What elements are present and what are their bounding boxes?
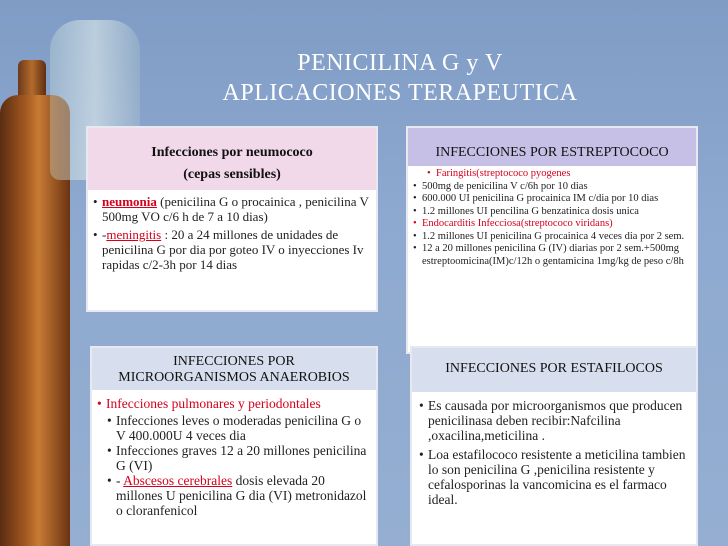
- endocarditis-dose-2: 12 a 20 millones penicilina G (IV) diarias por 2 sem.+500mg estreptoomicina(IM)c/12h o gentamicina 1mg/kg de peso c/8h: [422, 243, 684, 267]
- list-item: [116, 473, 370, 518]
- keyword-meningitis: meningitis: [106, 227, 162, 242]
- list-item: [428, 447, 690, 507]
- panel-estafilococos-list: [412, 392, 696, 507]
- pulmonares-heading: Infecciones pulmonares y periodontales: [106, 396, 321, 411]
- list-item: [422, 206, 692, 219]
- panel-estreptococo-header: [408, 128, 696, 166]
- panel-estafilococos: [410, 346, 698, 546]
- list-item: [422, 193, 692, 206]
- panel-neumococo-list: [88, 190, 376, 272]
- panel-anaerobios-header: [92, 348, 376, 390]
- anaerobios-graves: Infecciones graves 12 a 20 millones penicilina G (VI): [116, 443, 367, 473]
- estafilococos-causa: Es causada por microorganismos que producen penicilinasa deben recibir:Nafcilina ,oxacilina,meticilina .: [428, 398, 683, 443]
- keyword-abscesos: Abscesos cerebrales: [123, 473, 233, 488]
- panel-neumococo-title: Infecciones por neumococo: [151, 145, 313, 160]
- abscesos-prefix: -: [116, 473, 124, 488]
- list-item: [422, 243, 692, 268]
- panel-anaerobios-list: [92, 390, 376, 518]
- endocarditis-dose-1: 1.2 millones UI penicilina G procainica 4 veces dia por 2 sem.: [422, 230, 685, 242]
- panel-neumococo-subtitle: (cepas sensibles): [183, 167, 281, 182]
- list-item: [106, 396, 370, 411]
- faringitis-dose-2: 600.000 UI penicilina G procainica IM c/dia por 10 dias: [422, 193, 659, 204]
- meningitis-prefix: -: [102, 227, 107, 242]
- anaerobios-leves: Infecciones leves o moderadas penicilina G o V 400.000U 4 veces dia: [116, 413, 362, 443]
- panel-anaerobios: [90, 346, 378, 546]
- list-item: [422, 231, 692, 244]
- slide-title-line1: PENICILINA G y V: [297, 50, 503, 76]
- meningitis-detail: : 20 a 24 millones de unidades de penicilina G por dia por goteo IV o inyecciones Iv rapidas c/2-3h por 14 dias: [102, 227, 364, 272]
- panel-estreptococo-list: [408, 166, 696, 268]
- list-item: [428, 398, 690, 443]
- faringitis-heading: Faringitis(streptococo pyogenes: [436, 168, 571, 179]
- faringitis-dose-1: 500mg de penicilina V c/6h por 10 dias: [422, 180, 588, 192]
- panel-neumococo: [86, 126, 378, 312]
- list-item: [116, 443, 370, 473]
- panel-anaerobios-title-line2: MICROORGANISMOS ANAEROBIOS: [118, 370, 350, 385]
- abscesos-detail: dosis elevada 20 millones U penicilina G dia (VI) metronidazol o cloranfenicol: [116, 473, 367, 518]
- list-item: [436, 168, 692, 181]
- estafilococos-resistente: Loa estafilococo resistente a meticilina tambien lo son penicilina G ,penicilina resistente y cefalosporinas la vancomicina es el farmaco ideal.: [428, 447, 686, 507]
- panel-neumococo-header: [88, 128, 376, 190]
- list-item: [102, 227, 370, 272]
- panel-estafilococos-title: INFECCIONES POR ESTAFILOCOS: [445, 361, 663, 376]
- slide-title-line2: APLICACIONES TERAPEUTICA: [222, 80, 578, 106]
- list-item: [116, 413, 370, 443]
- panel-estreptococo: [406, 126, 698, 354]
- panel-anaerobios-title-line1: INFECCIONES POR: [173, 354, 295, 369]
- list-item: [422, 218, 692, 231]
- endocarditis-heading: Endocarditis Infecciosa(streptococo viridans): [422, 218, 613, 229]
- neumonia-detail: (penicilina G o procainica , penicilina V 500mg VO c/6 h de 7 a 10 dias): [102, 194, 369, 224]
- faringitis-dose-3: 1.2 millones UI pencilina G benzatinica dosis unica: [422, 205, 639, 217]
- panel-estafilococos-header: [412, 348, 696, 392]
- list-item: [422, 181, 692, 194]
- keyword-neumonia: neumonia: [102, 194, 157, 209]
- panel-estreptococo-title: INFECCIONES POR ESTREPTOCOCO: [435, 145, 669, 160]
- list-item: [102, 194, 370, 224]
